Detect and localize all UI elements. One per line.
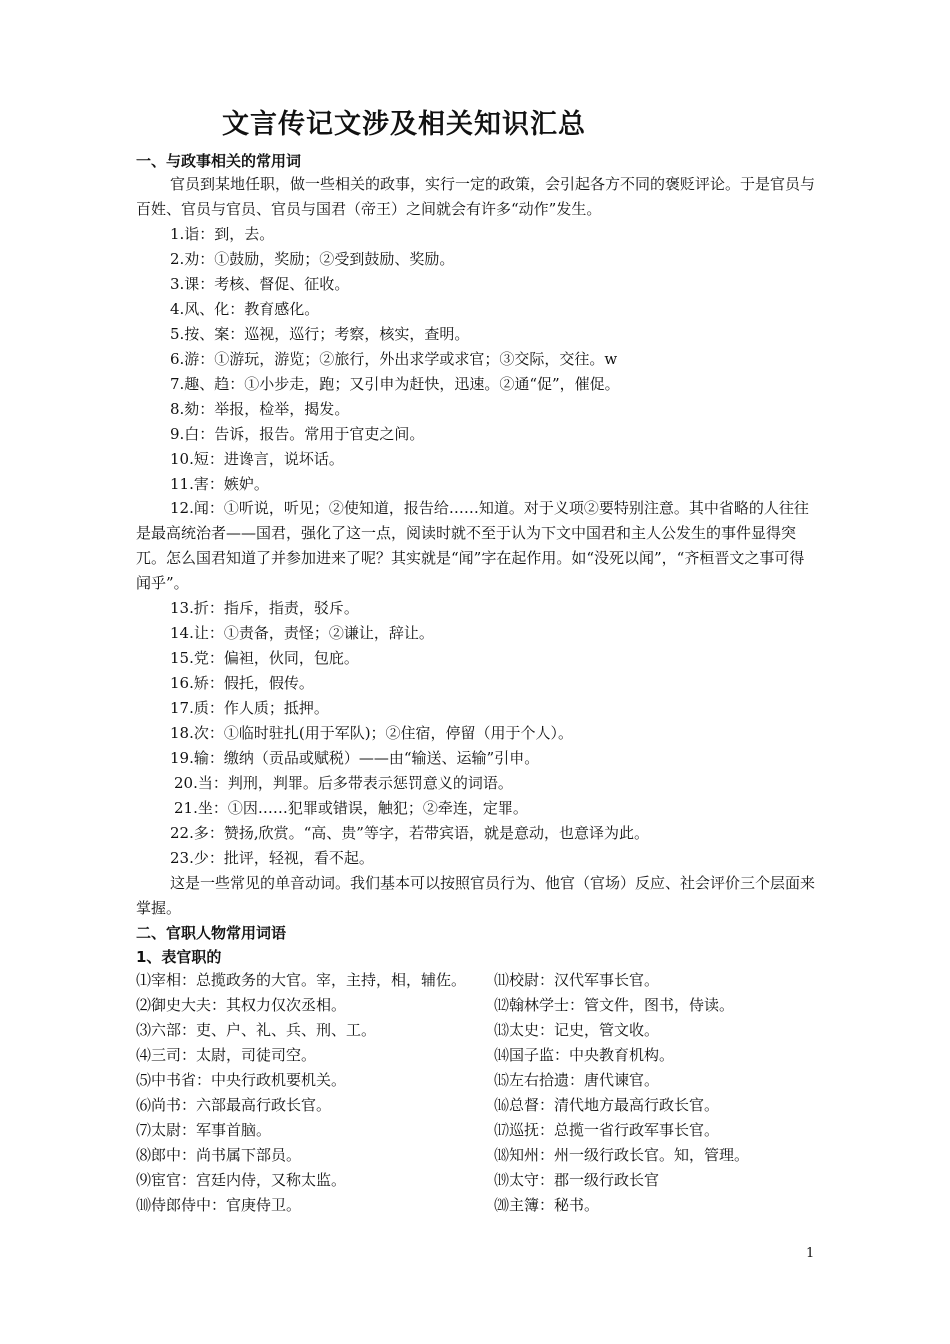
official-titles-left-column — [136, 968, 466, 1218]
list-item: 22.多：赞扬,欣赏。“高、贵”等字，若带宾语，就是意动，也意译为此。 — [170, 824, 649, 842]
list-item: 16.矫：假托，假传。 — [170, 674, 314, 692]
list-item: 21.坐：①因……犯罪或错误，触犯；②牵连，定罪。 — [174, 799, 528, 817]
list-item: ⑵御史大夫：其权力仅次丞相。 — [136, 996, 347, 1014]
list-item: 15.党：偏袒，伙同，包庇。 — [170, 649, 359, 667]
list-item: ⒇主簿：秘书。 — [494, 1196, 600, 1214]
list-item: ⑸中书省：中央行政机要机关。 — [136, 1071, 347, 1089]
document-title: 文言传记文涉及相关知识汇总 — [222, 109, 586, 140]
list-item: 19.输：缴纳（贡品或赋税）——由“输送、运输”引申。 — [170, 749, 540, 767]
list-item: ⒂左右拾遗：唐代谏官。 — [494, 1071, 660, 1089]
list-item: ⒀太史：记史，管文收。 — [494, 1021, 660, 1039]
section-heading-officials: 二、官职人物常用词语 — [136, 924, 287, 942]
list-item: 5.按、案：巡视，巡行；考察，核实，查明。 — [170, 325, 470, 343]
list-item: 14.让：①责备，责怪；②谦让，辞让。 — [170, 624, 434, 642]
official-titles-right-column — [494, 968, 824, 1218]
list-item: 8.劾：举报，检举，揭发。 — [170, 400, 350, 418]
list-item: 3.课：考核、督促、征收。 — [170, 275, 350, 293]
list-item: ⑴宰相：总揽政务的大官。宰，主持，相，辅佐。 — [136, 971, 467, 989]
list-item: ⒁国子监：中央教育机构。 — [494, 1046, 675, 1064]
list-item: ⑼宦官：宫廷内侍，又称太监。 — [136, 1171, 347, 1189]
list-item: ⑹尚书：六部最高行政长官。 — [136, 1096, 332, 1114]
list-item: 1.诣：到，去。 — [170, 225, 275, 243]
list-item: 20.当：判刑，判罪。后多带表示惩罚意义的词语。 — [174, 774, 513, 792]
list-item: ⒅知州：州一级行政长官。知，管理。 — [494, 1146, 750, 1164]
list-item: ⑺太尉：军事首脑。 — [136, 1121, 272, 1139]
list-item: ⒄巡抚：总揽一省行政军事长官。 — [494, 1121, 720, 1139]
list-item: 17.质：作人质；抵押。 — [170, 699, 329, 717]
list-item: 6.游：①游玩，游览；②旅行，外出求学或求官；③交际，交往。w — [170, 350, 618, 368]
list-item: 23.少：批评，轻视，看不起。 — [170, 849, 374, 867]
item-12-paragraph: 12.闻：①听说，听见；②使知道，报告给……知道。对于义项②要特别注意。其中省略的人往往是最高统治者——国君，强化了这一点，阅读时就不至于认为下文中国君和主人公发生的事件显得突兀。怎么国君知道了并参加进来了呢？其实就是“闻”字在起作用。如“没死以闻”，“齐桓晋文之事可得闻乎”。 — [136, 499, 809, 592]
list-item: ⑽侍郎侍中：官庚侍卫。 — [136, 1196, 302, 1214]
section-heading-politics: 一、与政事相关的常用词 — [136, 152, 302, 170]
list-item: 7.趣、趋：①小步走，跑；又引申为赶快，迅速。②通“促”，催促。 — [170, 375, 620, 393]
politics-word-list-continued — [170, 596, 830, 871]
politics-word-list — [170, 222, 830, 497]
section-intro-paragraph: 官员到某地任职，做一些相关的政事，实行一定的政策，会引起各方不同的褒贬评论。于是官员与百姓、官员与官员、官员与国君（帝王）之间就会有许多“动作”发生。 — [136, 175, 816, 218]
list-item: ⑿翰林学士：管文件，图书，侍读。 — [494, 996, 735, 1014]
list-item: 4.风、化：教育感化。 — [170, 300, 320, 318]
subsection-heading-titles: 1、表官职的 — [136, 948, 222, 966]
list-item: ⒃总督：清代地方最高行政长官。 — [494, 1096, 720, 1114]
list-item: 2.劝：①鼓励，奖励；②受到鼓励、奖励。 — [170, 250, 455, 268]
list-item: 10.短：进谗言，说坏话。 — [170, 450, 344, 468]
list-item: 11.害：嫉妒。 — [170, 475, 269, 493]
list-item: 9.白：告诉，报告。常用于官吏之间。 — [170, 425, 425, 443]
list-item: 18.次：①临时驻扎(用于军队)；②住宿，停留（用于个人）。 — [170, 724, 574, 742]
list-item: ⑷三司：太尉，司徒司空。 — [136, 1046, 317, 1064]
list-item: ⑾校尉：汉代军事长官。 — [494, 971, 660, 989]
list-item: ⑻郎中：尚书属下部员。 — [136, 1146, 302, 1164]
section-outro-paragraph: 这是一些常见的单音动词。我们基本可以按照官员行为、他官（官场）反应、社会评价三个层面来掌握。 — [136, 874, 816, 917]
list-item: ⑶六部：吏、户、礼、兵、刑、工。 — [136, 1021, 377, 1039]
page-number: 1 — [806, 1246, 815, 1261]
list-item: 13.折：指斥，指责，驳斥。 — [170, 599, 359, 617]
list-item: ⒆太守：郡一级行政长官 — [494, 1171, 660, 1189]
